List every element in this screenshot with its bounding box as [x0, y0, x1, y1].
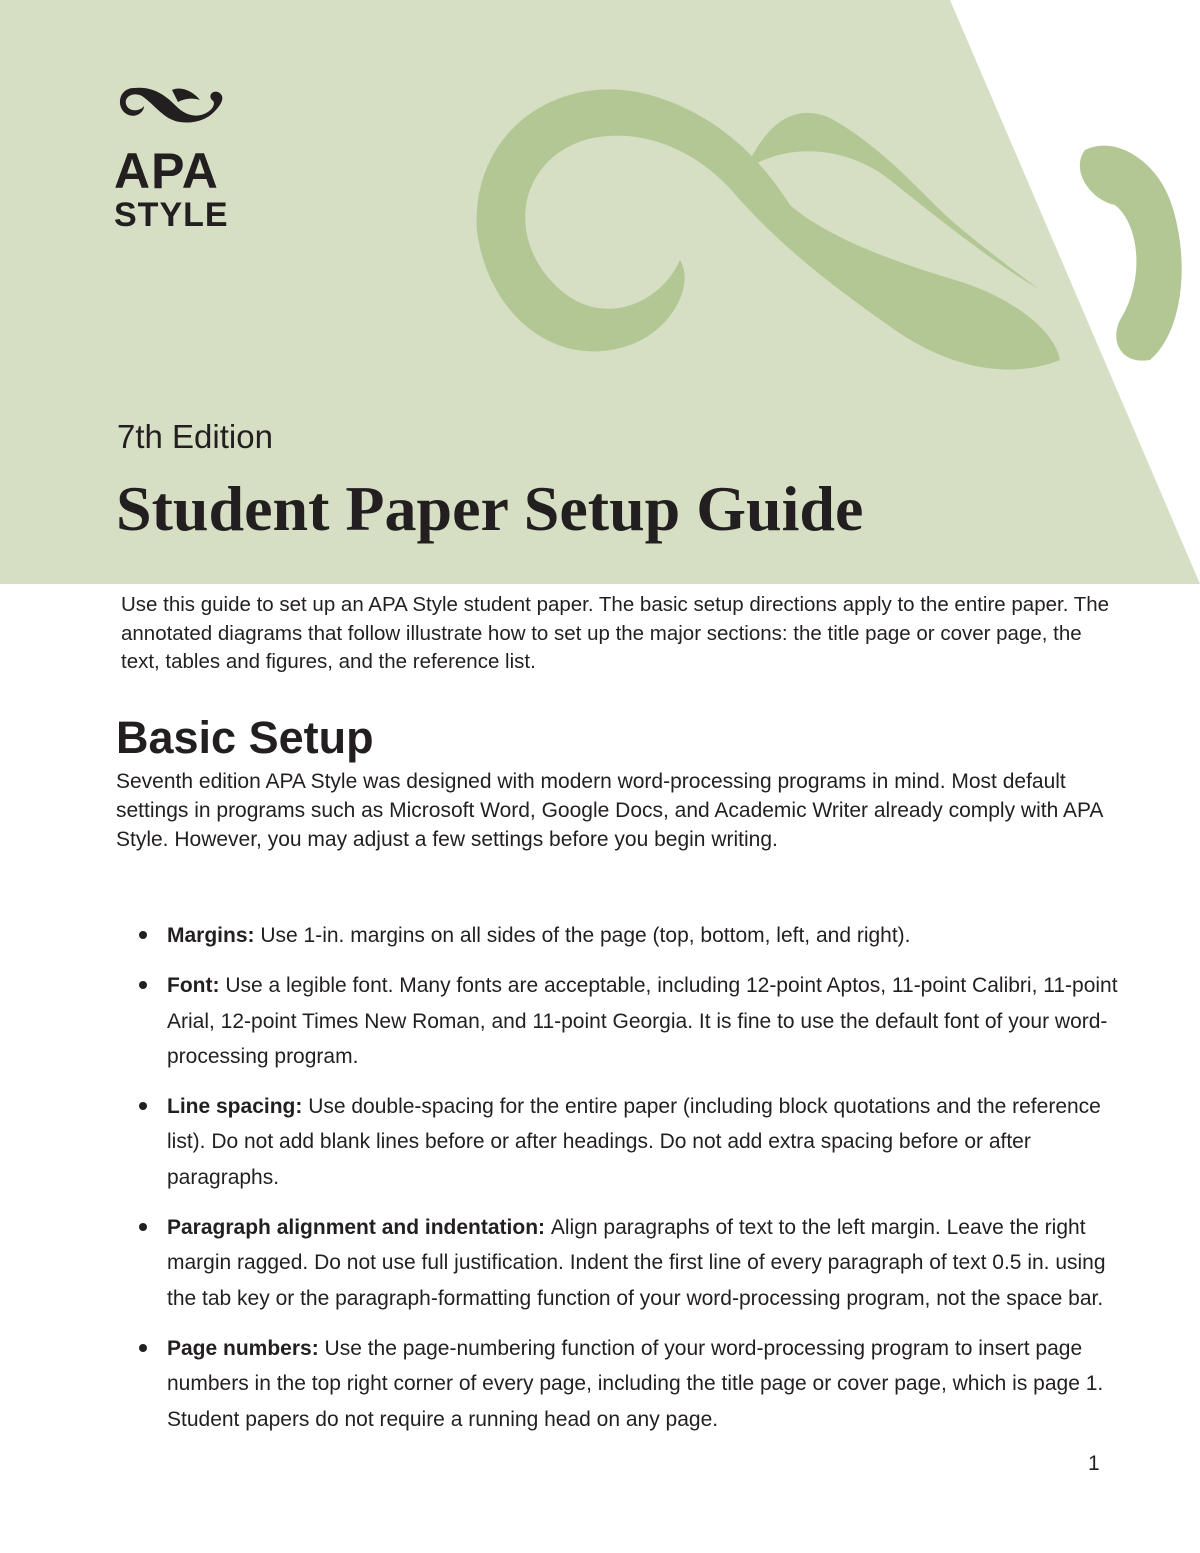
logo-apa-text: APA: [114, 143, 219, 199]
basic-setup-heading: Basic Setup: [116, 712, 374, 763]
list-item-page-numbers: [116, 1331, 1136, 1437]
list-item-term: Margins:: [167, 924, 261, 947]
basic-setup-lead: Seventh edition APA Style was designed with modern word-processing programs in mind. Most default settings in programs such as Microsoft Word, Google Docs, and Academic Writer already comply with APA Style. However, you may adjust a few settings before you begin writing.: [116, 770, 1103, 851]
setup-list: [116, 918, 1136, 1452]
list-item-text: Use 1-in. margins on all sides of the page (top, bottom, left, and right).: [260, 924, 911, 947]
bullet-icon: [139, 1223, 147, 1231]
apa-swirl-icon: [114, 80, 229, 130]
list-item-margins: [116, 918, 1136, 953]
list-item-term: Line spacing:: [167, 1095, 309, 1119]
list-item-line-spacing: [116, 1089, 1136, 1195]
list-item-term: Paragraph alignment and indentation:: [167, 1216, 551, 1240]
bullet-icon: [139, 931, 147, 939]
list-item-text: Use the page-numbering function of your word-processing program to insert page numbers in the top right corner of every page, including the title page or cover page, which is page 1. Student papers do not require a running head on any page.: [167, 1336, 1104, 1431]
bullet-icon: [139, 1102, 147, 1110]
bullet-icon: [139, 1344, 147, 1352]
list-item-term: Page numbers:: [167, 1336, 325, 1360]
logo-style-text: STYLE: [114, 196, 229, 234]
list-item-text: Use a legible font. Many fonts are acceptable, including 12-point Aptos, 11-point Calibri, 11-point Arial, 12-point Times New Roman, and 11-point Georgia. It is fine to use the default font of your word-processing program.: [167, 974, 1118, 1068]
bullet-icon: [139, 981, 147, 989]
page-title: Student Paper Setup Guide: [116, 473, 864, 544]
page-number: 1: [1088, 1452, 1100, 1475]
list-item-term: Font:: [167, 974, 226, 998]
list-item-text: Align paragraphs of text to the left margin. Leave the right margin ragged. Do not use full justification. Indent the first line of every paragraph of text 0.5 in. using the tab key or the paragraph-formatting function of your word-processing program, not the space bar.: [167, 1216, 1106, 1310]
intro-paragraph: Use this guide to set up an APA Style student paper. The basic setup directions apply to the entire paper. The annotated diagrams that follow illustrate how to set up the major sections: the title page or cover page, the text, tables and figures, and the reference list.: [121, 593, 1110, 673]
list-item-paragraph-alignment: [116, 1210, 1136, 1316]
list-item-text: Use double-spacing for the entire paper (including block quotations and the reference list). Do not add blank lines before or after headings. Do not add extra spacing before or after paragraphs.: [167, 1095, 1101, 1189]
edition-label: 7th Edition: [117, 418, 273, 455]
list-item-font: [116, 968, 1136, 1074]
